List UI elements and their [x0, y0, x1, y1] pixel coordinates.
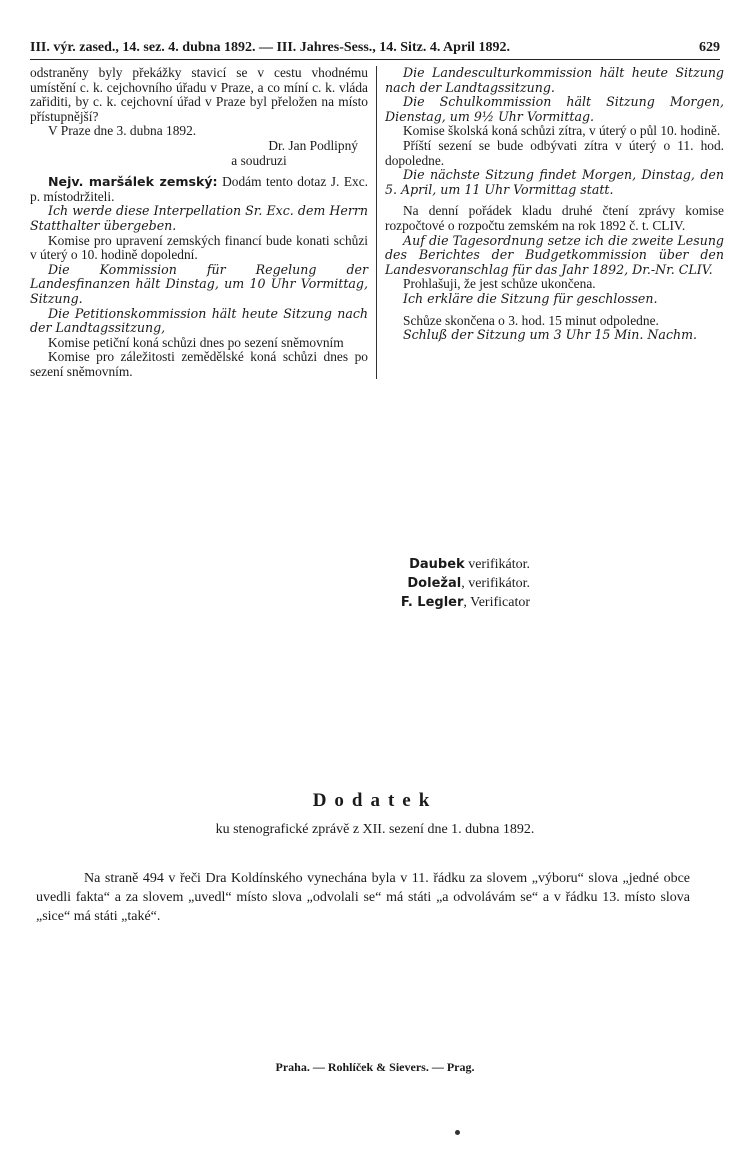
- paragraph-german: Die Petitionskommission hält heute Sitzung nach der Landtagssitzung,: [30, 305, 368, 336]
- verifier-role: , verifikátor.: [461, 576, 530, 591]
- paragraph-german: Die nächste Sitzung findet Morgen, Dinstag, den 5. April, um 11 Uhr Vormittag statt.: [385, 167, 724, 197]
- paragraph: Příští sezení se bude odbývati zítra v úterý o 11. hod. dopoledne.: [385, 137, 724, 168]
- paragraph: Prohlašuji, že jest schůze ukončena.: [403, 276, 596, 292]
- paragraph-german: Schluß der Sitzung um 3 Uhr 15 Min. Nachm.: [403, 327, 698, 343]
- addendum-body: Na straně 494 v řeči Dra Koldínského vynechána byla v 11. řádku za slovem „výboru“ slova „jedné obce uvedli fakta“ a za slovem „uvedl“ místo slova „odvolali se“ má státi „a odvolávám se“ a v řádku 13. místo slova „sice“ má státi „také“.: [36, 871, 690, 924]
- verifier-line: [230, 593, 530, 612]
- paragraph: odstraněny byly překážky stavicí se v cestu vhodnému umístění c. k. cejchovního úřadu v Praze, a co míní c. k. vláda zařiditi, by c. k. cejchovní úřad v Praze byl přeložen na místo přístupnější?: [30, 65, 368, 124]
- paragraph-german: Auf die Tagesordnung setze ich die zweite Lesung des Berichtes der Budgetkommission über den Landesvoranschlag für das Jahr 1892, Dr.-Nr. CLIV.: [385, 232, 724, 277]
- paragraph: Komise pro záležitosti zemědělské koná schůzi dnes po sezení sněmovním.: [30, 349, 368, 379]
- paragraph-date: V Praze dne 3. dubna 1892.: [48, 123, 197, 139]
- verifier-name: Daubek: [409, 557, 465, 572]
- paragraph-german: Ich werde diese Interpellation Sr. Exc. dem Herrn Statthalter übergeben.: [30, 203, 368, 233]
- right-column: [377, 66, 724, 379]
- page-number: 629: [699, 40, 720, 55]
- addendum-title: Dodatek: [312, 790, 438, 811]
- left-column: [30, 66, 377, 379]
- paragraph-speaker: [30, 175, 368, 204]
- paragraph-german: Die Kommission für Regelung der Landesfinanzen hält Dinstag, um 10 Uhr Vormittag, Sitzung.: [30, 261, 368, 306]
- paragraph-german: Die Landesculturkommission hält heute Sitzung nach der Landtagssitzung.: [385, 65, 724, 95]
- running-head: III. výr. zased., 14. sez. 4. dubna 1892. — III. Jahres-Sess., 14. Sitz. 4. April 1892.: [30, 40, 510, 55]
- verifier-line: [230, 555, 530, 574]
- paragraph: Komise pro upravení zemských financí bude konati schůzi v úterý o 10. hodině dopolední.: [30, 232, 368, 263]
- verifiers-block: [230, 555, 530, 612]
- addendum-subtitle: ku stenografické zprávě z XII. sezení dne 1. dubna 1892.: [215, 822, 535, 837]
- speaker-name: Nejv. maršálek zemský:: [48, 174, 218, 190]
- signature-name: Dr. Jan Podlipný: [268, 137, 358, 153]
- page-header: [30, 36, 720, 60]
- paragraph-german: Ich erkläre die Sitzung für geschlossen.: [403, 290, 658, 306]
- verifier-name: Doležal: [407, 576, 462, 591]
- paragraph-german: Die Schulkommission hält Sitzung Morgen, Dienstag, um 9½ Uhr Vormittag.: [385, 94, 724, 124]
- paragraph: Komise petiční koná schůzi dnes po sezení sněmovním: [48, 334, 344, 350]
- verifier-line: [230, 574, 530, 593]
- ink-dot: [455, 1130, 460, 1135]
- verifier-role: , Verificator: [463, 595, 530, 610]
- paragraph: Komise školská koná schůzi zítra, v úterý o půl 10. hodině.: [403, 123, 721, 139]
- paragraph: Schůze skončena o 3. hod. 15 minut odpoledne.: [403, 312, 659, 328]
- signature-cosigners: a soudruzi: [231, 152, 287, 168]
- two-column-body: [30, 66, 724, 379]
- speaker-text: Dodám tento dotaz J. Exc. p. místodržiteli.: [30, 174, 369, 204]
- verifier-role: verifikátor.: [464, 557, 530, 572]
- verifier-name: F. Legler: [400, 595, 464, 610]
- paragraph: Na denní pořádek kladu druhé čtení zprávy komise rozpočtové o rozpočtu zemském na rok 1892 č. t. CLIV.: [385, 203, 724, 233]
- printer-imprint: Praha. — Rohlíček & Sievers. — Prag.: [275, 1060, 475, 1074]
